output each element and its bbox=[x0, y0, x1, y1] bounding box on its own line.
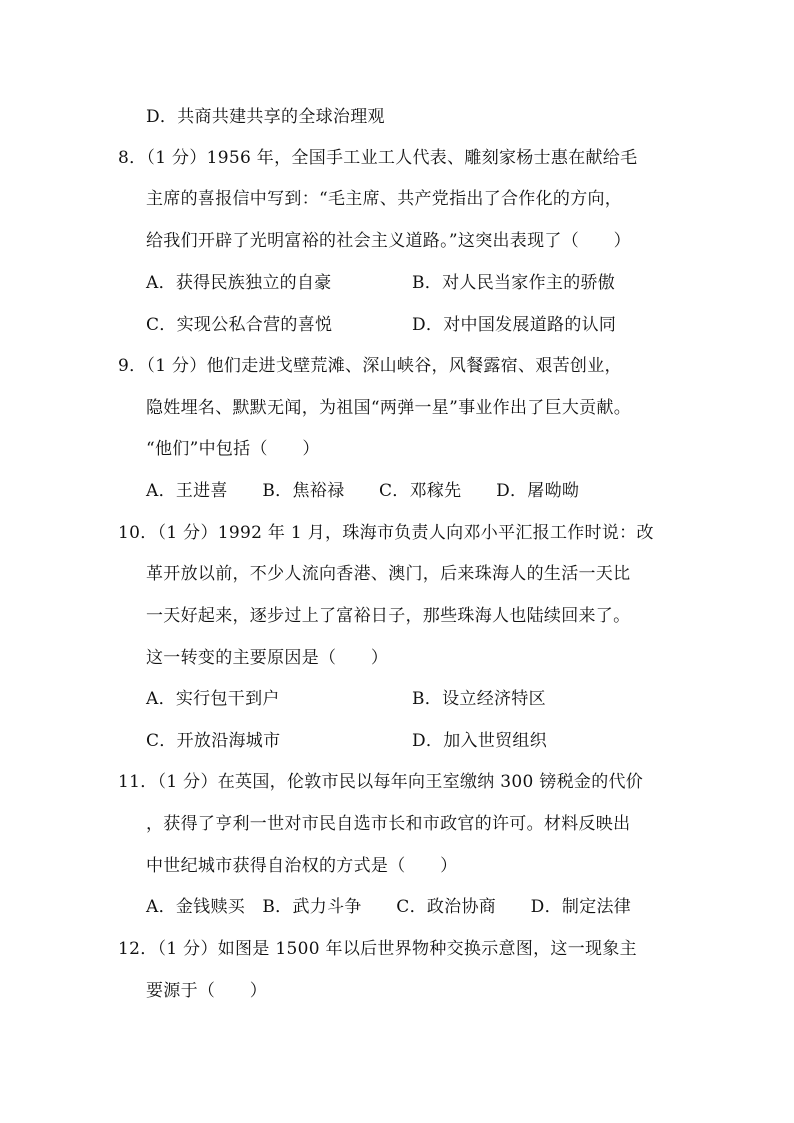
q10-option-b: B．设立经济特区 bbox=[412, 689, 546, 709]
q8-option-b: B．对人民当家作主的骄傲 bbox=[412, 273, 616, 293]
q12-stem-line-2: 要源于（ ） bbox=[146, 981, 268, 1001]
q12-stem-line-1: 12．（1 分）如图是 1500 年以后世界物种交换示意图，这一现象主 bbox=[118, 939, 637, 959]
q9-stem-line-2: 隐姓埋名、默默无闻，为祖国“两弹一星”事业作出了巨大贡献。 bbox=[146, 398, 632, 418]
q9-stem-line-3: “他们”中包括（ ） bbox=[146, 439, 320, 459]
q10-option-a: A．实行包干到户 bbox=[146, 689, 280, 709]
q10-stem-line-2: 革开放以前，不少人流向香港、澳门，后来珠海人的生活一天比 bbox=[146, 564, 631, 584]
q8-option-c: C．实现公私合营的喜悦 bbox=[146, 315, 333, 335]
q11-stem-line-3: 中世纪城市获得自治权的方式是（ ） bbox=[146, 856, 458, 876]
q11-stem-line-1: 11．（1 分）在英国，伦敦市民以每年向王室缴纳 300 镑税金的代价 bbox=[118, 772, 644, 792]
q10-option-c: C．开放沿海城市 bbox=[146, 731, 281, 751]
q8-stem-line-1: 8．（1 分）1956 年，全国手工业工人代表、雕刻家杨士惠在献给毛 bbox=[118, 148, 638, 168]
q7-option-d: D．共商共建共享的全球治理观 bbox=[146, 107, 385, 127]
q9-options: A．王进喜 B．焦裕禄 C．邓稼先 D．屠呦呦 bbox=[146, 481, 580, 501]
q9-stem-line-1: 9．（1 分）他们走进戈壁荒滩、深山峡谷，风餐露宿、艰苦创业， bbox=[118, 356, 622, 376]
q8-option-a: A．获得民族独立的自豪 bbox=[146, 273, 332, 293]
q11-stem-line-2: ，获得了亨利一世对市民自选市长和市政官的许可。材料反映出 bbox=[146, 814, 631, 834]
q10-stem-line-1: 10．（1 分）1992 年 1 月，珠海市负责人向邓小平汇报工作时说：改 bbox=[118, 523, 654, 543]
q8-stem-line-2: 主席的喜报信中写到：“毛主席、共产党指出了合作化的方向， bbox=[146, 189, 623, 209]
q8-option-d: D．对中国发展道路的认同 bbox=[412, 315, 617, 335]
q8-stem-line-3: 给我们开辟了光明富裕的社会主义道路。”这突出表现了（ ） bbox=[146, 231, 631, 251]
q11-options: A．金钱赎买 B．武力斗争 C．政治协商 D．制定法律 bbox=[146, 897, 632, 917]
q10-stem-line-4: 这一转变的主要原因是（ ） bbox=[146, 648, 389, 668]
q10-stem-line-3: 一天好起来，逐步过上了富裕日子，那些珠海人也陆续回来了。 bbox=[146, 606, 631, 626]
q10-option-d: D．加入世贸组织 bbox=[412, 731, 548, 751]
